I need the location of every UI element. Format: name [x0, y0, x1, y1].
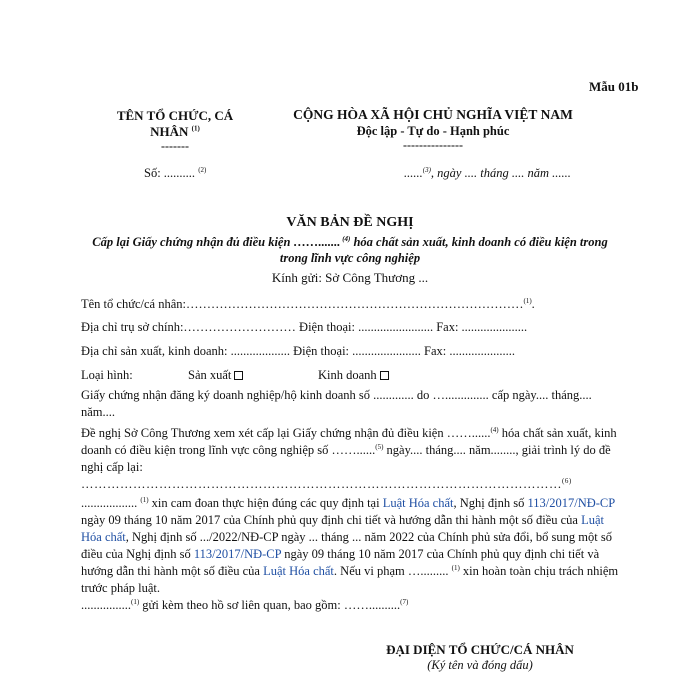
type-label: Loại hình:: [81, 368, 133, 382]
commitment-paragraph: .................. $^{(1)}$ xin cam đoan thực hiện đúng các quy định tại Luật Hóa chất, Nghị định số 113/2017/NĐ-CP ngày 09 tháng 10 năm 2017 của Chính phủ quy định chi tiết và hướng dẫn thi hành một số điều của Luật Hóa chất, Nghị định số .../2022/NĐ-CP ngày ... tháng ... năm 2022 của Chính phủ sửa đổi, bổ sung một số điều của Nghị định số 113/2017/NĐ-CP ngày 09 tháng 10 năm 2017 của Chính phủ quy định chi tiết và hướng dẫn thi hành một số điều của Luật Hóa chất. Nếu vi phạm …......... $^{(1)}$ xin hoàn toàn chịu trách nhiệm trước pháp luật.: [81, 495, 619, 595]
decree-113-link[interactable]: 113/2017/NĐ-CP: [527, 496, 615, 510]
request-paragraph: Đề nghị Sở Công Thương xem xét cấp lại Giấy chứng nhận đủ điều kiện ……......$^{(4)}$ hóa chất sản xuất, kinh doanh có điều kiện trong lĩnh vực công nghiệp số ……......$^{(5)}$ ngày.... tháng.... năm........, giải trình lý do đề nghị cấp lại:: [81, 425, 617, 474]
trading-checkbox[interactable]: [380, 371, 389, 380]
head-office-address-field: Địa chỉ trụ sở chính:……………………… Điện thoại: ........................ Fax: .....................: [81, 320, 528, 334]
national-title: CỘNG HÒA XÃ HỘI CHỦ NGHĨA VIỆT NAM: [293, 107, 573, 122]
place-date-line: ......$^{(3)}$, ngày .... tháng .... năm ......: [404, 165, 571, 180]
chemical-law-link[interactable]: Luật Hóa chất: [382, 496, 454, 510]
national-motto: Độc lập - Tự do - Hạnh phúc: [356, 124, 510, 138]
signature-note: (Ký tên và đóng dấu): [427, 658, 533, 672]
business-registration-paragraph: Giấy chứng nhận đăng ký doanh nghiệp/hộ kinh doanh số ............. do ….............. cấp ngày.... tháng.... năm....: [81, 388, 592, 419]
org-underline: -------: [161, 139, 189, 153]
option-production-label: Sản xuất: [188, 368, 232, 382]
option-trading[interactable]: [318, 368, 389, 383]
signature-title: ĐẠI DIỆN TỔ CHỨC/CÁ NHÂN: [386, 642, 574, 657]
recipient-line: Kính gửi: Sở Công Thương ...: [271, 270, 429, 285]
chemical-law-link-2[interactable]: Luật Hóa chất: [81, 513, 605, 544]
org-name-line2: NHÂN: [150, 124, 192, 139]
production-address-field: Địa chỉ sản xuất, kinh doanh: ................... Điện thoại: ...................... Fax: .....................: [81, 344, 515, 358]
chemical-law-link-3[interactable]: Luật Hóa chất: [263, 564, 334, 578]
option-production[interactable]: [188, 368, 243, 383]
org-name-header: [100, 108, 250, 140]
form-code: Mẫu 01b: [589, 79, 639, 94]
document-title: VĂN BẢN ĐỀ NGHỊ: [286, 215, 414, 230]
decree-113-link-2[interactable]: 113/2017/NĐ-CP: [193, 547, 282, 561]
document-number: Số: .......... $^{(2)}$: [144, 165, 207, 180]
org-name-note: (1): [191, 124, 200, 133]
option-trading-label: Kinh doanh: [318, 368, 377, 382]
production-checkbox[interactable]: [234, 371, 243, 380]
org-name-field: Tên tổ chức/cá nhân:………………………………………………………………………$^{(1)}$.: [81, 296, 535, 311]
reason-line: …………………………………………………………………………………………………$^{(6)}$: [81, 476, 572, 491]
document-subtitle: Cấp lại Giấy chứng nhận đủ điều kiện ……....... $^{(4)}$ hóa chất sản xuất, kinh doanh có điều kiện trong trong lĩnh vực công nghiệp: [92, 234, 608, 265]
motto-underline: ---------------: [403, 138, 463, 152]
attachments-line: ................$^{(1)}$ gửi kèm theo hồ sơ liên quan, bao gồm: ……..........$^{(7)}$: [81, 597, 409, 612]
org-name-line1: TÊN TỔ CHỨC, CÁ: [116, 108, 234, 123]
